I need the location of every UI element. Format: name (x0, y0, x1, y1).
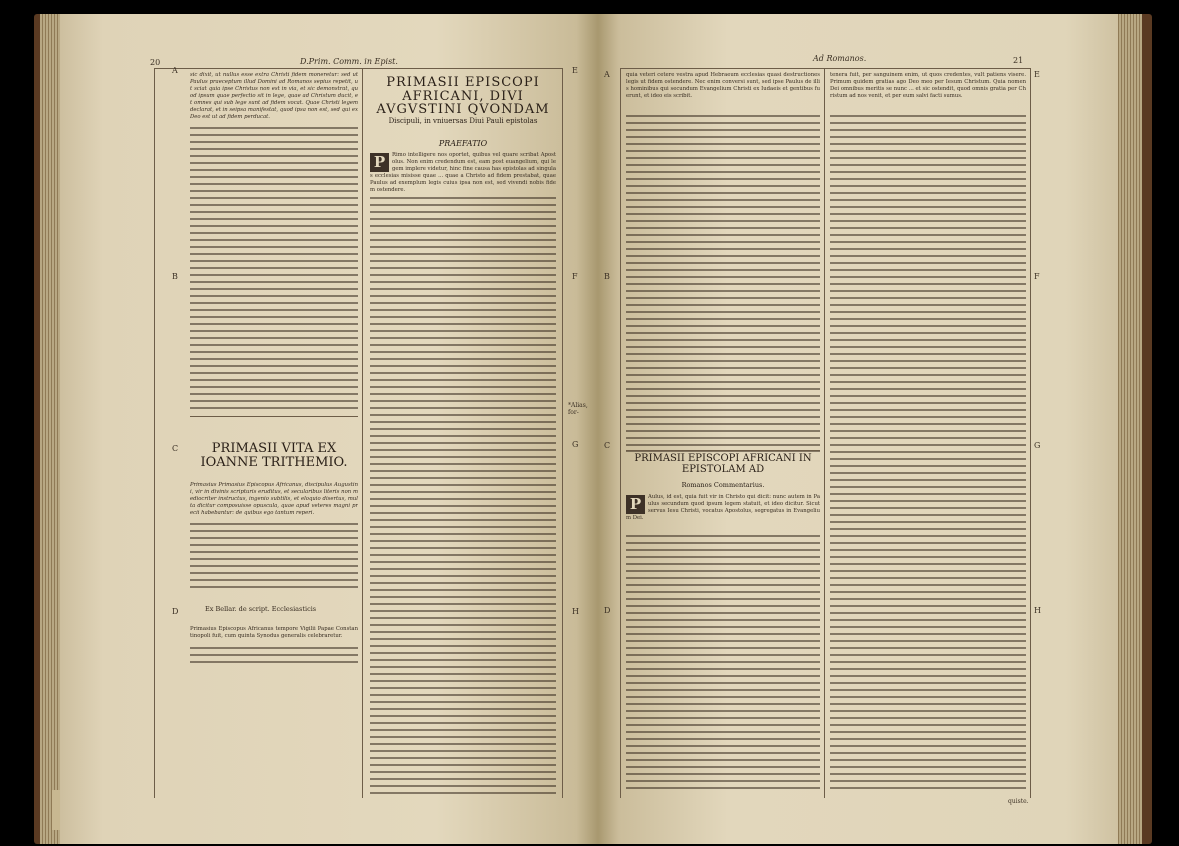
right-inner-f: F (1034, 272, 1040, 281)
right-col2-lines (830, 112, 1026, 792)
commentary-subheading: Romanos Commentarius. (681, 481, 765, 489)
margin-letter-c: C (172, 444, 179, 453)
inner-letter-g: G (572, 440, 579, 449)
commentary-text-col1: sic dixit, ut nullus esse extra Christi fidem moneretur: sed ut Paulus praeceptum illud Domini ad Romanos sepius repetit, ut sciat quia ipse Christus non est in via, et sic demonstrat, quod ipsum quae perfectio sit in lege, quae ad Christum ducit, et omnes qui sub lege sunt ad fidem vocat. Quae Christi legem declarat, et in seipsa manifestat, quod ipsa non est, sed qui ex Deo est ut ad fidem perducat. (190, 72, 358, 120)
right-col2-text: tenera fuit, per sanguinem enim, ut quos credentes, vult patiens visere. Primum quidem gratias ago Deo meo per Iesum Christum. Quia nomen Dei omnibus meritis se nunc ... et sic ostendit, quod omnis gratia per Christum ad nos venit, et per eum salvi facti sumus. (830, 72, 1026, 99)
prefatio-heading: PRIMASII EPISCOPI AFRICANI, DIVI AVGVSTINI QVONDAM (376, 75, 550, 118)
margin-letter-b: B (172, 272, 178, 281)
right-col1-text: quia veteri cetere vestra apud Hebraeum ecclesias quasi destructiones legis ut fidem ostendere. Nec enim conversi sunt, sed ipse Paulus de illis hominibus qui secundum Evangelium Christi ex Iudaeis et gentibus fuerunt, et ideo eis scribit. (626, 72, 820, 99)
inner-letter-e: E (572, 66, 578, 75)
right-inner-e: E (1034, 70, 1040, 79)
text-lines-col1 (190, 124, 358, 414)
right-running-head: Ad Romanos. (813, 54, 867, 63)
vita-heading: PRIMASII VITA EX IOANNE TRITHEMIO. (200, 441, 348, 470)
right-margin-a: A (604, 70, 610, 79)
commentary-lines (626, 532, 820, 794)
vita-text: Primasius Primasius Episcopus Africanus, discipulus Augustini, vir in divinis scripturis eruditus, et secularibus literis non mediocriter instructus, ingenio subtilis, et eloquio disertus, multa dicitur composuisse opuscula, quae apud veteres magni precii habebantur: de quibus ego tantum reperi. (190, 482, 358, 516)
page-edges-left (40, 14, 62, 844)
bellarmine-text: Primasius Episcopus Africanus tempore Vigilii Papae Constantinopoli fuit, cum quinta Synodus generalis celebraretur. (190, 626, 358, 639)
prefatio-text (370, 152, 556, 192)
right-folio: 21 (1013, 56, 1024, 65)
right-outer-rule (620, 68, 621, 798)
head-rule (154, 68, 562, 69)
right-col1-lines (626, 112, 820, 452)
drop-cap-p: P (370, 153, 389, 172)
column-rule (362, 68, 363, 798)
bellarmine-lines (190, 644, 358, 666)
commentary-heading: PRIMASII EPISCOPI AFRICANI IN EPISTOLAM AD (634, 453, 812, 475)
right-section-rule (626, 450, 820, 451)
prefatio-body: Rimo intelligere nos oportet, quibus vel quare scribat Apostolus. Non enim credendum est, eam post euangelium, qui legem implere videtur, hinc fine causa has epistolas ad singulas ecclesias misisse quae ... quae a Christo ad fidem prestabat, quae Paulus ad exemplum legis cuius ipsa non est, sed vivendi nobis fidem ostendere. (370, 152, 556, 192)
inner-letter-h: H (572, 607, 579, 616)
vita-text-lines (190, 520, 358, 592)
bellarmine-note: Ex Bellar. de script. Ecclesiasticis (205, 606, 317, 613)
prefatio-subheading: Discipuli, in vniuersas Diui Pauli epistolas (388, 117, 538, 125)
right-head-rule (620, 68, 1030, 69)
right-page (598, 14, 1118, 844)
margin-letter-d: D (172, 607, 179, 616)
right-margin-d: D (604, 606, 611, 615)
section-rule (190, 416, 358, 417)
prefatio-label: PRAEFATIO (438, 139, 488, 148)
right-margin-c: C (604, 441, 611, 450)
side-note: *Alias, for- (568, 402, 588, 416)
margin-letter-a: A (172, 66, 178, 75)
left-outer-rule (154, 68, 155, 798)
right-inner-g: G (1034, 441, 1041, 450)
right-column-rule (824, 68, 825, 798)
catchword: quiste. (1008, 798, 1029, 805)
left-running-head: D.Prim. Comm. in Epist. (300, 57, 398, 66)
drop-cap-p-right: P (626, 495, 645, 514)
right-inner-h: H (1034, 606, 1041, 615)
commentary-body: Aulus, id est, quia fuit vir in Christo qui dicit: nunc autem in Paulus secundum quod ipsum legem statuit, et ideo dicitur. Sicut servus Iesu Christi, vocatus Apostolus, segregatus in Evangelium Dei. (626, 494, 820, 521)
inner-letter-f: F (572, 272, 578, 281)
right-margin-b: B (604, 272, 610, 281)
left-inner-rule (562, 68, 563, 798)
commentary-text (626, 494, 820, 530)
right-inner-rule (1030, 68, 1031, 798)
page-edges-right (1116, 14, 1142, 844)
prefatio-lines (370, 194, 556, 794)
left-page (60, 14, 598, 844)
left-folio: 20 (150, 58, 161, 67)
